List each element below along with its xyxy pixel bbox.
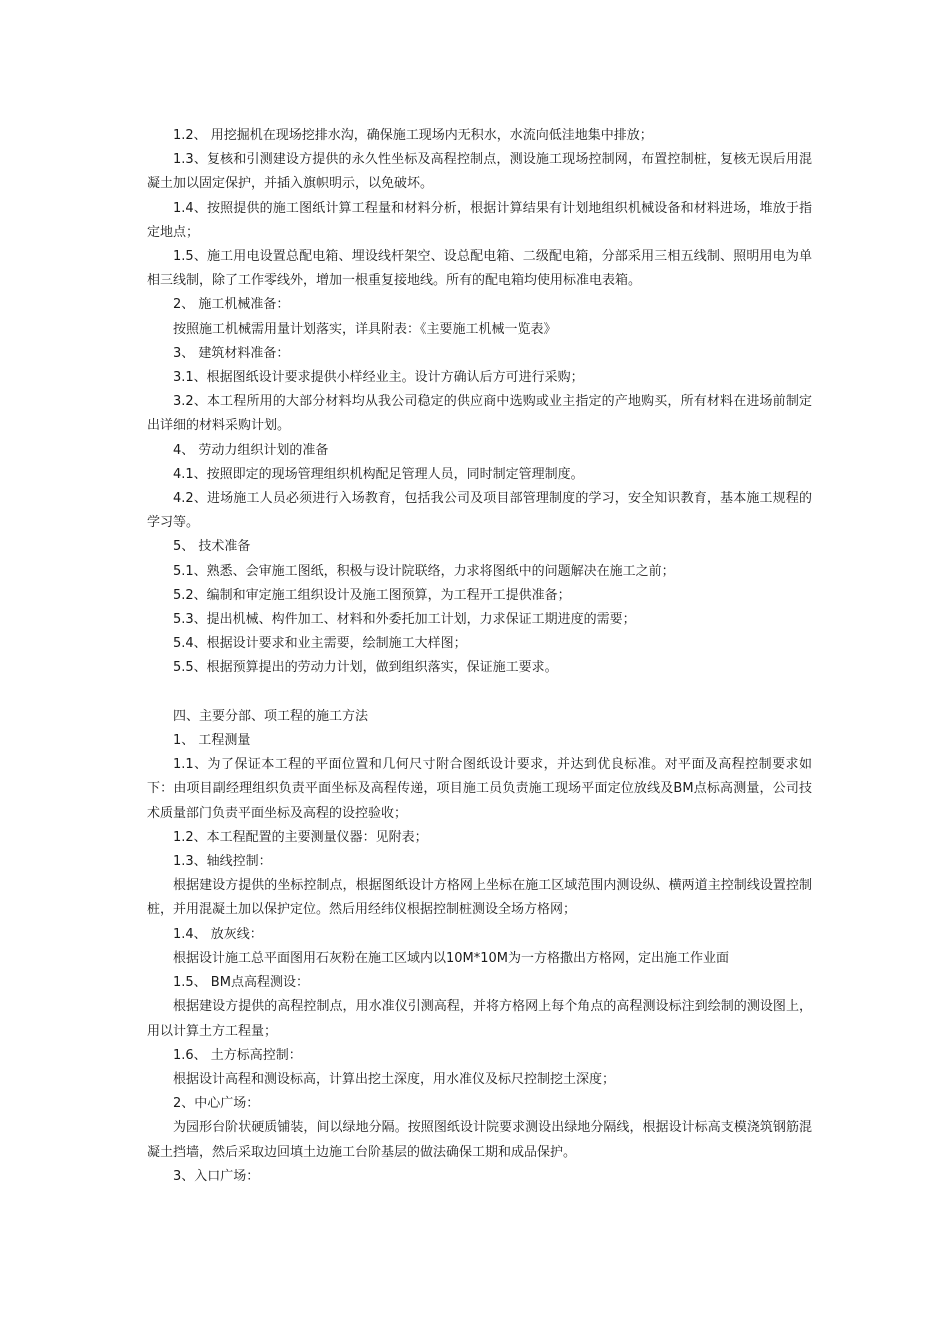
paragraph: 根据建设方提供的坐标控制点，根据图纸设计方格网上坐标在施工区域范围内测设纵、横两道主控制线设置控制桩，并用混凝土加以保护定位。然后用经纬仪根据控制桩测设全场方格网； (147, 878, 812, 918)
paragraph: 1、 工程测量 (173, 733, 251, 749)
paragraph: 5.4、根据设计要求和业主需要，绘制施工大样图； (173, 636, 467, 652)
paragraph: 1.2、 用挖掘机在现场挖排水沟，确保施工现场内无积水，水流向低洼地集中排放； (173, 128, 653, 143)
paragraph: 5.1、熟悉、会审施工图纸，积极与设计院联络，力求将图纸中的问题解决在施工之前； (173, 563, 675, 579)
paragraph: 1.4、按照提供的施工图纸计算工程量和材料分析，根据计算结果有计划地组织机械设备和材料进场，堆放于指定地点； (147, 200, 812, 240)
paragraph: 按照施工机械需用量计划落实，详具附表：《主要施工机械一览表》 (173, 321, 557, 337)
paragraph: 1.5、 BM点高程测设： (173, 975, 309, 991)
paragraph: 4.1、按照即定的现场管理组织机构配足管理人员，同时制定管理制度。 (173, 466, 584, 482)
paragraph: 1.1、为了保证本工程的平面位置和几何尺寸附合图纸设计要求，并达到优良标准。对平面及高程控制要求如下：由项目副经理组织负责平面坐标及高程传递，项目施工员负责施工现场平面定位放线及BM点标高测量，公司技术质量部门负责平面坐标及高程的设控验收； (147, 757, 812, 821)
paragraph: 为园形台阶状硬质铺装，间以绿地分隔。按照图纸设计院要求测设出绿地分隔线，根据设计标高支模浇筑钢筋混凝土挡墙，然后采取边回填土边施工台阶基层的做法确保工期和成品保护。 (147, 1120, 812, 1160)
paragraph: 5.5、根据预算提出的劳动力计划，做到组织落实，保证施工要求。 (173, 660, 558, 676)
paragraph: 2、 施工机械准备： (173, 297, 290, 313)
paragraph: 4.2、进场施工人员必须进行入场教育，包括我公司及项目部管理制度的学习，安全知识教育，基本施工规程的学习等。 (147, 491, 812, 531)
paragraph: 5、 技术准备 (173, 539, 251, 555)
paragraph: 根据设计施工总平面图用石灰粉在施工区域内以10M*10M为一方格撒出方格网，定出施工作业面 (173, 950, 730, 966)
paragraph: 1.3、复核和引测建设方提供的永久性坐标及高程控制点，测设施工现场控制网，布置控制桩，复核无误后用混凝土加以固定保护，并插入旗帜明示，以免破坏。 (147, 152, 812, 192)
blank-line (147, 681, 812, 705)
paragraph: 1.4、 放灰线： (173, 926, 263, 942)
paragraph: 根据设计高程和测设标高，计算出挖土深度，用水准仪及标尺控制挖土深度； (173, 1071, 616, 1087)
paragraph: 3、 建筑材料准备： (173, 345, 290, 361)
paragraph: 4、 劳动力组织计划的准备 (173, 442, 329, 458)
paragraph: 3.1、根据图纸设计要求提供小样经业主。设计方确认后方可进行采购； (173, 370, 584, 386)
paragraph: 根据建设方提供的高程控制点，用水准仪引测高程，并将方格网上每个角点的高程测设标注到绘制的测设图上，用以计算土方工程量； (147, 999, 812, 1039)
paragraph: 1.5、施工用电设置总配电箱、埋设线杆架空、设总配电箱、二级配电箱，分部采用三相五线制、照明用电为单相三线制，除了工作零线外，增加一根重复接地线。所有的配电箱均使用标准电表箱。 (147, 249, 812, 289)
paragraph: 3、入口广场： (173, 1168, 260, 1184)
paragraph: 5.3、提出机械、构件加工、材料和外委托加工计划，力求保证工期进度的需要； (173, 612, 636, 628)
paragraph: 四、主要分部、项工程的施工方法 (173, 708, 369, 724)
paragraph: 2、中心广场： (173, 1096, 260, 1112)
paragraph: 3.2、本工程所用的大部分材料均从我公司稳定的供应商中选购或业主指定的产地购买，所有材料在进场前制定出详细的材料采购计划。 (147, 394, 812, 434)
paragraph: 5.2、编制和审定施工组织设计及施工图预算，为工程开工提供准备； (173, 587, 571, 603)
document-body (147, 124, 812, 1189)
paragraph: 1.2、本工程配置的主要测量仪器：见附表； (173, 829, 428, 845)
paragraph: 1.3、轴线控制： (173, 854, 272, 870)
paragraph: 1.6、 土方标高控制： (173, 1047, 302, 1063)
